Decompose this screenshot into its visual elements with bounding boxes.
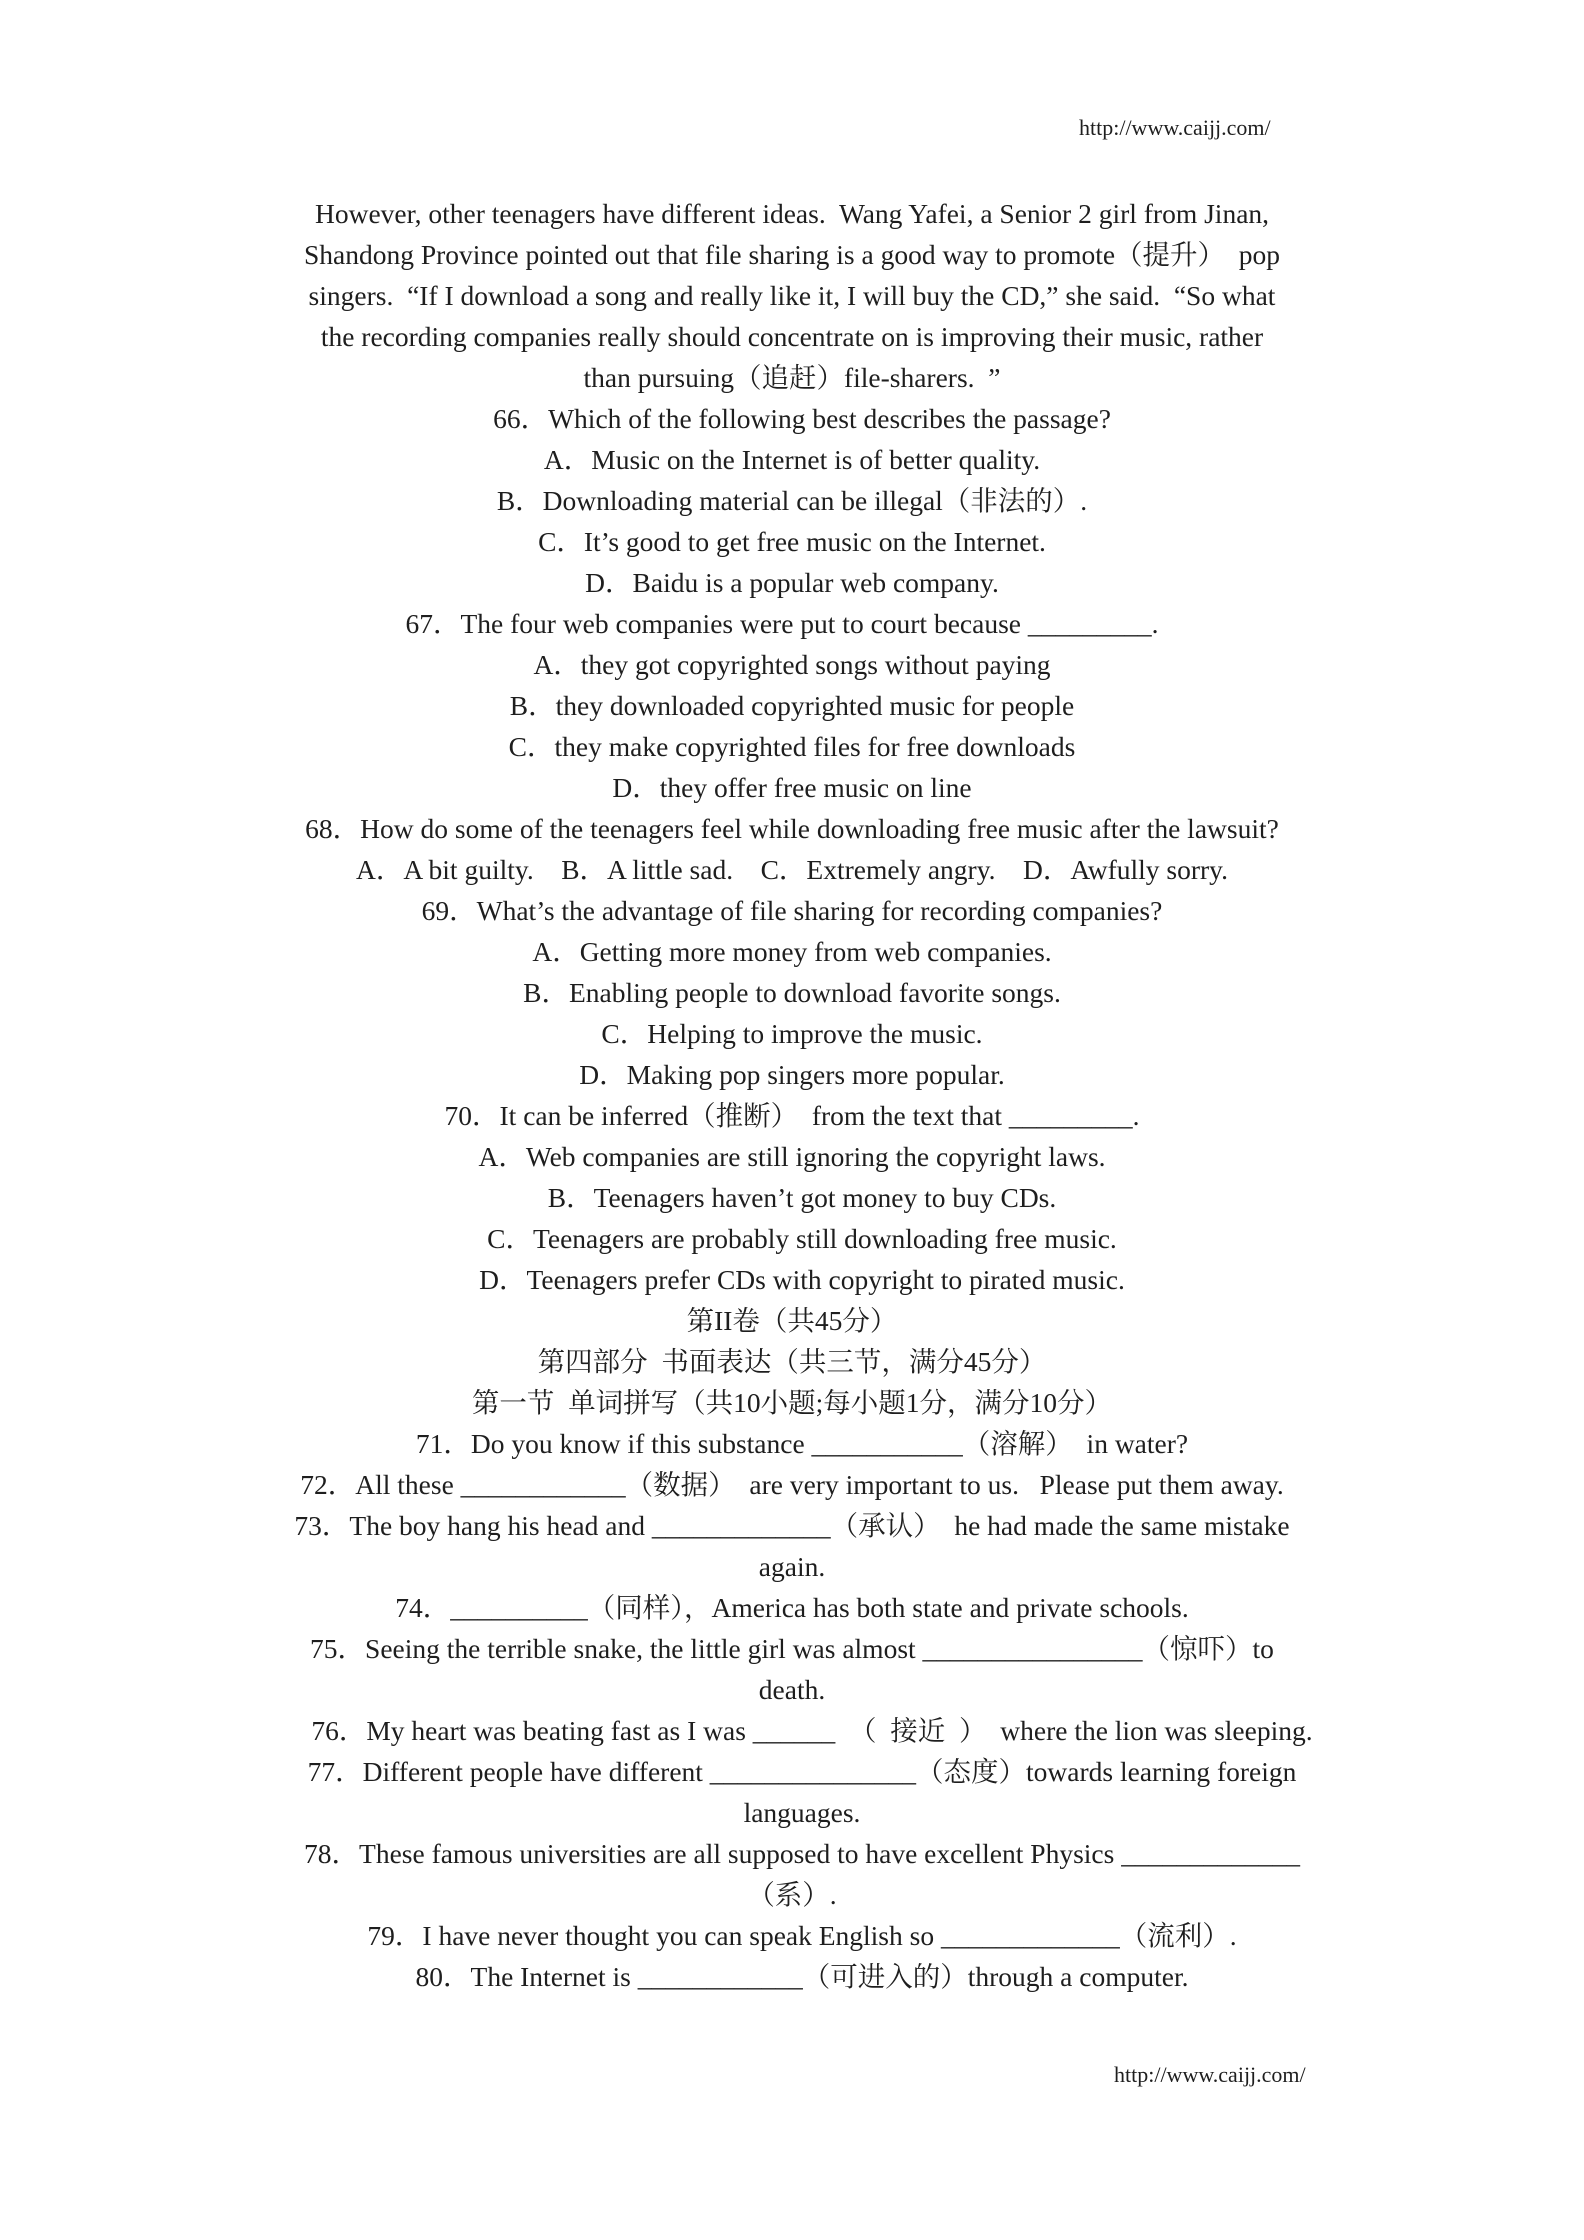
text-line: 80．The Internet is ____________（可进入的）through a computer. — [415, 1961, 1189, 1992]
footer-url: http://www.caijj.com/ — [1114, 2062, 1306, 2087]
text-line: 第一节 单词拼写（共10小题;每小题1分，满分10分） — [471, 1387, 1113, 1418]
text-line: 71．Do you know if this substance ___________（溶解） in water? — [415, 1428, 1189, 1459]
text-line: D．Teenagers prefer CDs with copyright to pirated music. — [479, 1264, 1125, 1295]
text-line: 第II卷（共45分） — [686, 1305, 898, 1336]
text-line: languages. — [743, 1797, 861, 1828]
text-line: C．It’s good to get free music on the Internet. — [538, 526, 1046, 557]
text-line: than pursuing（追赶）file-sharers. ” — [583, 362, 1001, 393]
text-line: again. — [758, 1551, 826, 1582]
text-line: death. — [758, 1674, 826, 1705]
text-line: 78．These famous universities are all supposed to have excellent Physics _____________ — [304, 1838, 1300, 1869]
text-line: 76．My heart was beating fast as I was ______ （ 接近 ） where the lion was sleeping. — [311, 1715, 1313, 1746]
text-line: D．Making pop singers more popular. — [579, 1059, 1005, 1090]
header-url: http://www.caijj.com/ — [1079, 115, 1271, 140]
text-line: A．Web companies are still ignoring the copyright laws. — [478, 1141, 1106, 1172]
text-line: 69．What’s the advantage of file sharing for recording companies? — [421, 895, 1163, 926]
text-line: 第四部分 书面表达（共三节，满分45分） — [537, 1346, 1047, 1377]
text-line: C．they make copyrighted files for free downloads — [508, 731, 1076, 762]
text-line: 67．The four web companies were put to court because _________. — [405, 608, 1159, 639]
text-line: However, other teenagers have different ideas. Wang Yafei, a Senior 2 girl from Jinan, — [314, 198, 1270, 229]
text-line: 79．I have never thought you can speak English so _____________（流利）. — [367, 1920, 1237, 1951]
text-line: B．Teenagers haven’t got money to buy CDs. — [547, 1182, 1057, 1213]
text-line: A．A bit guilty. B．A little sad. C．Extremely angry. D．Awfully sorry. — [355, 854, 1229, 885]
text-line: A．Getting more money from web companies. — [532, 936, 1052, 967]
text-line: 66．Which of the following best describes the passage? — [493, 403, 1111, 434]
text-line: singers. “If I download a song and really like it, I will buy the CD,” she said. “So what — [308, 280, 1276, 311]
text-line: B．they downloaded copyrighted music for people — [509, 690, 1075, 721]
text-line: （系）. — [747, 1879, 837, 1910]
text-line: 74．__________（同样），America has both state and private schools. — [395, 1592, 1189, 1623]
text-line: B．Enabling people to download favorite songs. — [523, 977, 1061, 1008]
text-line: the recording companies really should concentrate on is improving their music, rather — [320, 321, 1264, 352]
text-line: 77．Different people have different _______________（态度）towards learning foreign — [307, 1756, 1297, 1787]
text-line: 70．It can be inferred（推断） from the text that _________. — [444, 1100, 1140, 1131]
text-line: 68．How do some of the teenagers feel while downloading free music after the lawsuit? — [305, 813, 1279, 844]
text-line: B．Downloading material can be illegal（非法的）. — [496, 485, 1088, 516]
text-line: A．they got copyrighted songs without paying — [533, 649, 1051, 680]
text-line: A．Music on the Internet is of better quality. — [543, 444, 1041, 475]
text-line: D．they offer free music on line — [612, 772, 972, 803]
text-line: C．Teenagers are probably still downloading free music. — [487, 1223, 1117, 1254]
text-line: 73．The boy hang his head and _____________（承认） he had made the same mistake — [294, 1510, 1290, 1541]
text-line: D．Baidu is a popular web company. — [585, 567, 999, 598]
text-line: 72．All these ____________（数据） are very important to us. Please put them away. — [300, 1469, 1284, 1500]
text-line: 75．Seeing the terrible snake, the little girl was almost ________________（惊吓）to — [310, 1633, 1274, 1664]
text-line: Shandong Province pointed out that file sharing is a good way to promote（提升） pop — [303, 239, 1281, 270]
text-line: C．Helping to improve the music. — [601, 1018, 983, 1049]
